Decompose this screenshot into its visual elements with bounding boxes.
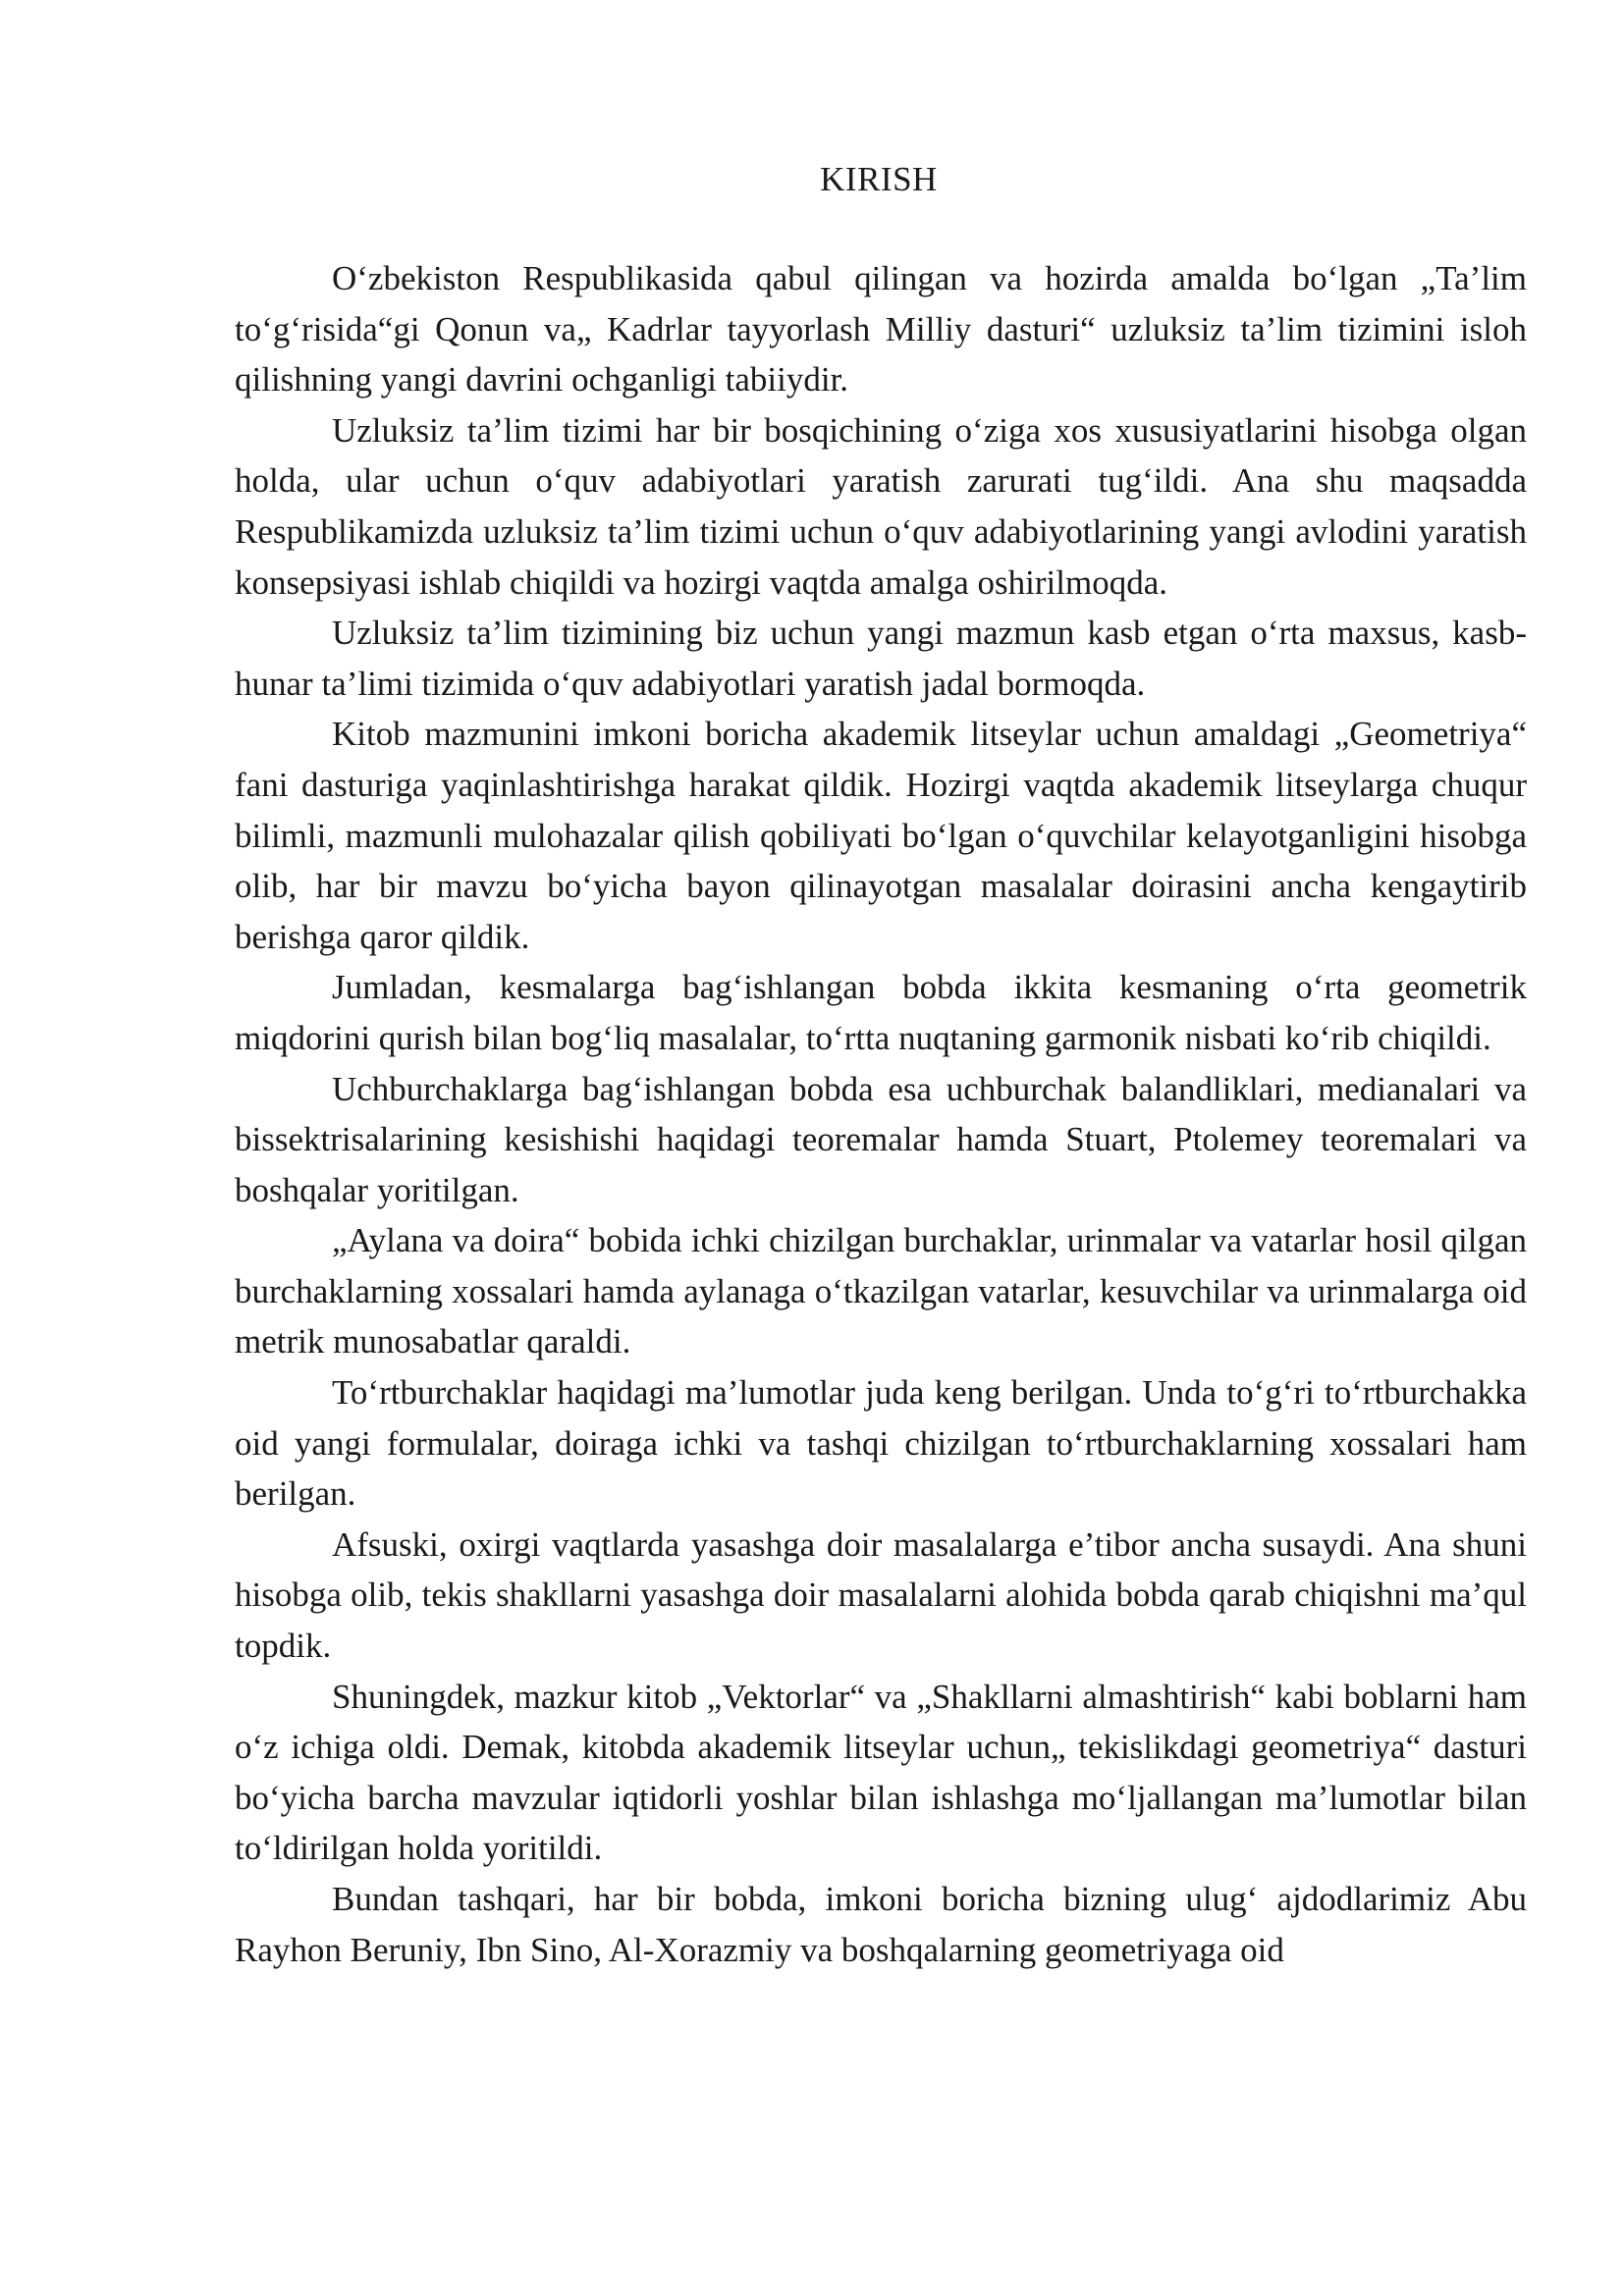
paragraph: Kitob mazmunini imkoni boricha akademik litseylar uchun amaldagi „Geometriya“ fani dasturiga yaqinlashtirishga harakat qildik. Hozirgi vaqtda akademik litseylarga chuqur bilimli, mazmunli mulohazalar qilish qobiliyati bo‘lgan o‘quvchilar kelayotganligini hisobga olib, har bir mavzu bo‘yicha bayon qilinayotgan masalalar doirasini ancha kengaytirib berishga qaror qildik. [235,715,1527,956]
paragraph: Bundan tashqari, har bir bobda, imkoni boricha bizning ulug‘ ajdodlarimiz Abu Rayhon Beruniy, Ibn Sino, Al-Xorazmiy va boshqalarning geometriyaga oid [235,1880,1527,1969]
paragraph: Jumladan, kesmalarga bag‘ishlangan bobda ikkita kesmaning o‘rta geometrik miqdorini qurish bilan bog‘liq masalalar, to‘rtta nuqtaning garmonik nisbati ko‘rib chiqildi. [235,968,1527,1057]
paragraph: Uzluksiz ta’lim tizimining biz uchun yangi mazmun kasb etgan o‘rta maxsus, kasb-hunar ta’limi tizimida o‘quv adabiyotlari yaratish jadal bormoqda. [235,614,1527,703]
paragraph: Shuningdek, mazkur kitob „Vektorlar“ va „Shakllarni almashtirish“ kabi boblarni ham o‘z ichiga oldi. Demak, kitobda akademik litseylar uchun„ tekislikdagi geometriya“ dasturi bo‘yicha barcha mavzular iqtidorli yoshlar bilan ishlashga mo‘ljallangan ma’lumotlar bilan to‘ldirilgan holda yoritildi. [235,1677,1527,1868]
paragraph: Afsuski, oxirgi vaqtlarda yasashga doir masalalarga e’tibor ancha susaydi. Ana shuni hisobga olib, tekis shakllarni yasashga doir masalalarni alohida bobda qarab chiqishni ma’qul topdik. [235,1524,1527,1666]
paragraph: To‘rtburchaklar haqidagi ma’lumotlar juda keng berilgan. Unda to‘g‘ri to‘rtburchakka oid yangi formulalar, doiraga ichki va tashqi chizilgan to‘rtburchaklarning xossalari ham berilgan. [235,1373,1527,1514]
paragraph: O‘zbekiston Respublikasida qabul qilingan va hozirda amalda bo‘lgan „Ta’lim to‘g‘risida“gi Qonun va„ Kadrlar tayyorlash Milliy dasturi“ uzluksiz ta’lim tizimini isloh qilishning yangi davrini ochganligi tabiiydir. [235,259,1527,400]
document-body [235,253,1527,1975]
paragraph: Uchburchaklarga bag‘ishlangan bobda esa uchburchak balandliklari, medianalari va bissektrisalarining kesishishi haqidagi teoremalar hamda Stuart, Ptolemey teoremalari va boshqalar yoritilgan. [235,1069,1527,1209]
paragraph: Uzluksiz ta’lim tizimi har bir bosqichining o‘ziga xos xususiyatlarini hisobga olgan holda, ular uchun o‘quv adabiyotlari yaratish zarurati tug‘ildi. Ana shu maqsadda Respublikamizda uzluksiz ta’lim tizimi uchun o‘quv adabiyotlarining yangi avlodini yaratish konsepsiyasi ishlab chiqildi va hozirgi vaqtda amalga oshirilmoqda. [235,410,1527,602]
paragraph: „Aylana va doira“ bobida ichki chizilgan burchaklar, urinmalar va vatarlar hosil qilgan burchaklarning xossalari hamda aylanaga o‘tkazilgan vatarlar, kesuvchilar va urinmalarga oid metrik munosabatlar qaraldi. [235,1221,1527,1362]
page-title: KIRISH [820,160,938,198]
